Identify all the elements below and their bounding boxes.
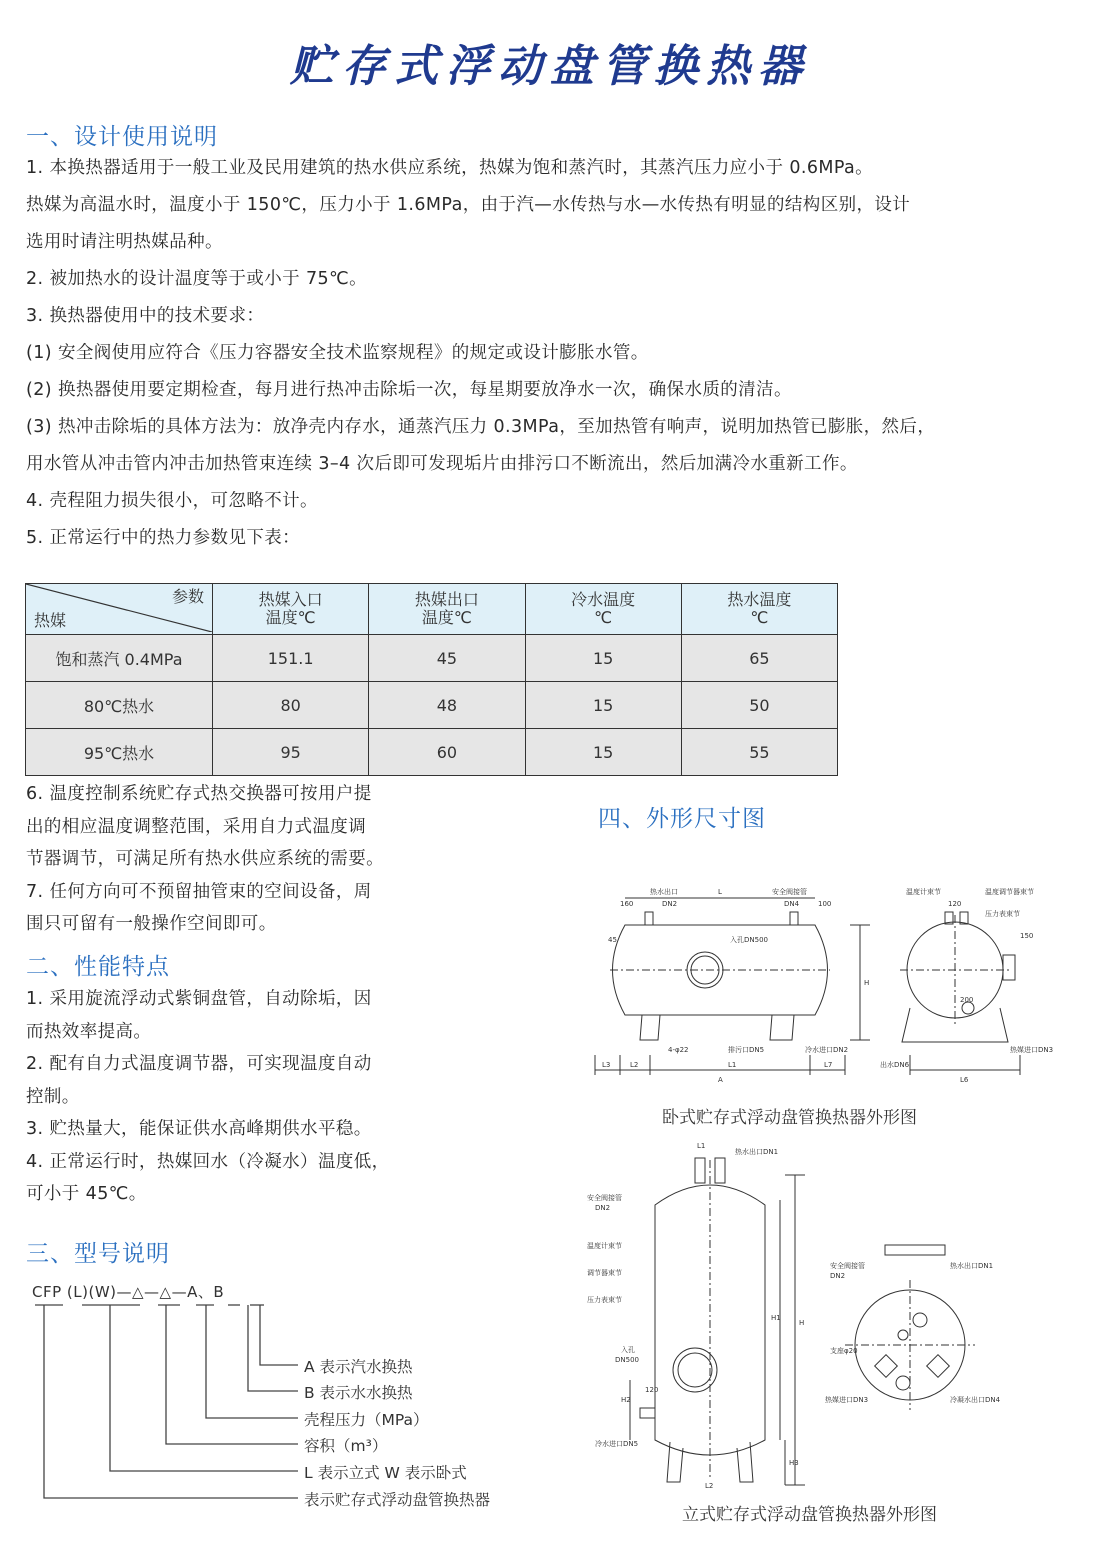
col-header-inlet-temp: 热媒入口 温度℃ [213,584,369,635]
h-label: L1 [728,1061,737,1069]
feature-line: 而热效率提高。 [26,1021,152,1042]
model-legend-volume: 容积（m³） [304,1437,388,1455]
h-label: L2 [630,1061,639,1069]
model-legend-orientation: L 表示立式 W 表示卧式 [304,1464,467,1482]
h-label: 冷水进口DN2 [805,1046,849,1054]
h-label: 温度调节器束节 [985,888,1034,896]
vertical-heat-exchanger-drawing [585,1140,1075,1495]
v-label: H1 [771,1314,781,1322]
design-item-7-line2: 围只可留有一般操作空间即可。 [26,914,277,934]
v-label: 热媒进口DN3 [825,1396,869,1404]
h-label: L [718,888,722,896]
feature-line: 可小于 45℃。 [26,1184,147,1204]
v-label: L2 [705,1482,714,1490]
table-cell: 95℃热水 [26,729,213,776]
h-label: H [864,979,870,987]
h-label: 压力表束节 [985,910,1020,918]
v-label: 温度计束节 [587,1242,622,1250]
design-item-3: 3. 换热器使用中的技术要求： [26,306,265,326]
feature-line: 3. 贮热量大，能保证供水高峰期供水平稳。 [26,1119,372,1139]
design-item-1c: 选用时请注明热媒品种。 [26,232,223,252]
model-legend-b: B 表示水水换热 [304,1384,413,1402]
section-heading-dimensions: 四、外形尺寸图 [598,806,766,832]
table-cell: 65 [681,635,837,682]
v-label: 热水出口DN1 [950,1262,994,1270]
h-label: 安全阀接管 [772,888,807,896]
section-heading-model: 三、型号说明 [26,1241,170,1267]
page-title: 贮存式浮动盘管换热器 [290,41,810,92]
design-item-4: 4. 壳程阻力损失很小，可忽略不计。 [26,491,318,511]
table-row [26,729,838,776]
v-label: 压力表束节 [587,1296,622,1304]
feature-line: 4. 正常运行时，热媒回水（冷凝水）温度低， [26,1151,390,1172]
h-label: 150 [1020,932,1034,940]
v-label: H2 [621,1396,631,1404]
section-heading-features: 二、性能特点 [26,954,170,980]
table-cell: 95 [213,729,369,776]
v-label: 冷凝水出口DN4 [950,1396,1001,1404]
h-label: L3 [602,1061,611,1069]
table-cell: 50 [681,682,837,729]
design-item-1b: 热媒为高温水时，温度小于 150℃，压力小于 1.6MPa，由于汽—水传热与水—水传热有明显的结构区别，设计 [26,195,911,215]
feature-line: 控制。 [26,1086,80,1107]
design-items-6-7 [26,778,471,941]
caption-horizontal-drawing: 卧式贮存式浮动盘管换热器外形图 [662,1108,917,1128]
table-corner-cell [26,584,213,635]
h-label: 120 [948,900,962,908]
table-cell: 60 [369,729,525,776]
model-legend-pressure: 壳程压力（MPa） [304,1411,429,1429]
caption-vertical-drawing: 立式贮存式浮动盘管换热器外形图 [682,1505,937,1525]
design-item-3-3b: 用水管从冲击管内冲击加热管束连续 3–4 次后即可发现垢片由排污口不断流出，然后加满冷水重新工作。 [26,454,858,474]
v-label: H [799,1319,805,1327]
table-row [26,682,838,729]
thermal-parameter-table [25,583,838,776]
h-label: 入孔DN500 [730,936,768,944]
model-legend-a: A 表示汽水换热 [304,1358,413,1376]
design-item-7: 7. 任何方向可不预留抽管束的空间设备，周 [26,881,372,902]
v-label: DN2 [595,1204,611,1212]
v-label: DN500 [615,1356,639,1364]
h-label: A [718,1076,723,1084]
v-label: 冷水进口DN5 [595,1440,639,1448]
table-cell: 48 [369,682,525,729]
corner-label-params: 参数 [171,587,204,606]
model-legend-product: 表示贮存式浮动盘管换热器 [304,1491,491,1509]
h-label: 100 [818,900,832,908]
v-label: 支座φ20 [830,1347,858,1355]
table-cell: 55 [681,729,837,776]
v-label: 120 [645,1386,659,1394]
table-cell: 15 [525,635,681,682]
col-header-outlet-temp: 热媒出口 温度℃ [369,584,525,635]
h-label: 出水DN6 [880,1061,910,1069]
design-item-6-line3: 节器调节，可满足所有热水供应系统的需要。 [26,849,384,869]
v-label: 入孔 [621,1346,635,1354]
corner-label-medium: 热媒 [34,611,67,630]
h-label: 45 [608,936,617,944]
design-item-1: 1. 本换热器适用于一般工业及民用建筑的热水供应系统，热媒为饱和蒸汽时，其蒸汽压力应小于 0.6MPa。 [26,158,874,178]
table-cell: 45 [369,635,525,682]
h-label: L7 [824,1061,833,1069]
h-label: 排污口DN5 [728,1046,765,1054]
v-label: 安全阀接管 [830,1262,865,1270]
feature-line: 2. 配有自力式温度调节器，可实现温度自动 [26,1054,372,1074]
features-list [26,983,471,1211]
h-label: 200 [960,996,974,1004]
v-label: 热水出口DN1 [735,1148,779,1156]
h-label: 热水出口 [650,888,678,896]
table-row [26,635,838,682]
table-cell: 15 [525,682,681,729]
h-label: 160 [620,900,634,908]
h-label: 4-φ22 [668,1046,689,1054]
h-label: L6 [960,1076,969,1084]
h-label: DN4 [784,900,800,908]
table-cell: 15 [525,729,681,776]
design-item-3-1: (1) 安全阀使用应符合《压力容器安全技术监察规程》的规定或设计膨胀水管。 [26,343,649,363]
design-item-5: 5. 正常运行中的热力参数见下表： [26,528,301,548]
design-item-3-3: (3) 热冲击除垢的具体方法为：放净壳内存水，通蒸汽压力 0.3MPa，至加热管有响声，说明加热管已膨胀，然后， [26,417,936,437]
v-label: 调节器束节 [587,1269,622,1277]
h-label: 温度计束节 [906,888,941,896]
design-item-2: 2. 被加热水的设计温度等于或小于 75℃。 [26,269,368,289]
v-label: H3 [789,1459,799,1467]
horizontal-heat-exchanger-drawing [580,880,1070,1100]
design-instructions [26,150,1086,557]
design-item-6-line2: 出的相应温度调整范围，采用自力式温度调 [26,816,367,837]
table-cell: 80 [213,682,369,729]
col-header-cold-water-temp: 冷水温度 ℃ [525,584,681,635]
v-label: DN2 [830,1272,846,1280]
h-label: DN2 [662,900,678,908]
v-label: L1 [697,1142,706,1150]
h-label: 热媒进口DN3 [1010,1046,1054,1054]
table-cell: 饱和蒸汽 0.4MPa [26,635,213,682]
section-heading-design: 一、设计使用说明 [26,124,218,150]
v-label: 安全阀接管 [587,1194,622,1202]
table-cell: 80℃热水 [26,682,213,729]
design-item-6: 6. 温度控制系统贮存式热交换器可按用户提 [26,784,372,804]
feature-line: 1. 采用旋流浮动式紫铜盘管，自动除垢，因 [26,989,372,1009]
col-header-hot-water-temp: 热水温度 ℃ [681,584,837,635]
table-cell: 151.1 [213,635,369,682]
design-item-3-2: (2) 换热器使用要定期检查，每月进行热冲击除垢一次，每星期要放净水一次，确保水质的清洁。 [26,380,792,400]
model-code-format: CFP (L)(W)—△—△—A、B [32,1283,225,1301]
